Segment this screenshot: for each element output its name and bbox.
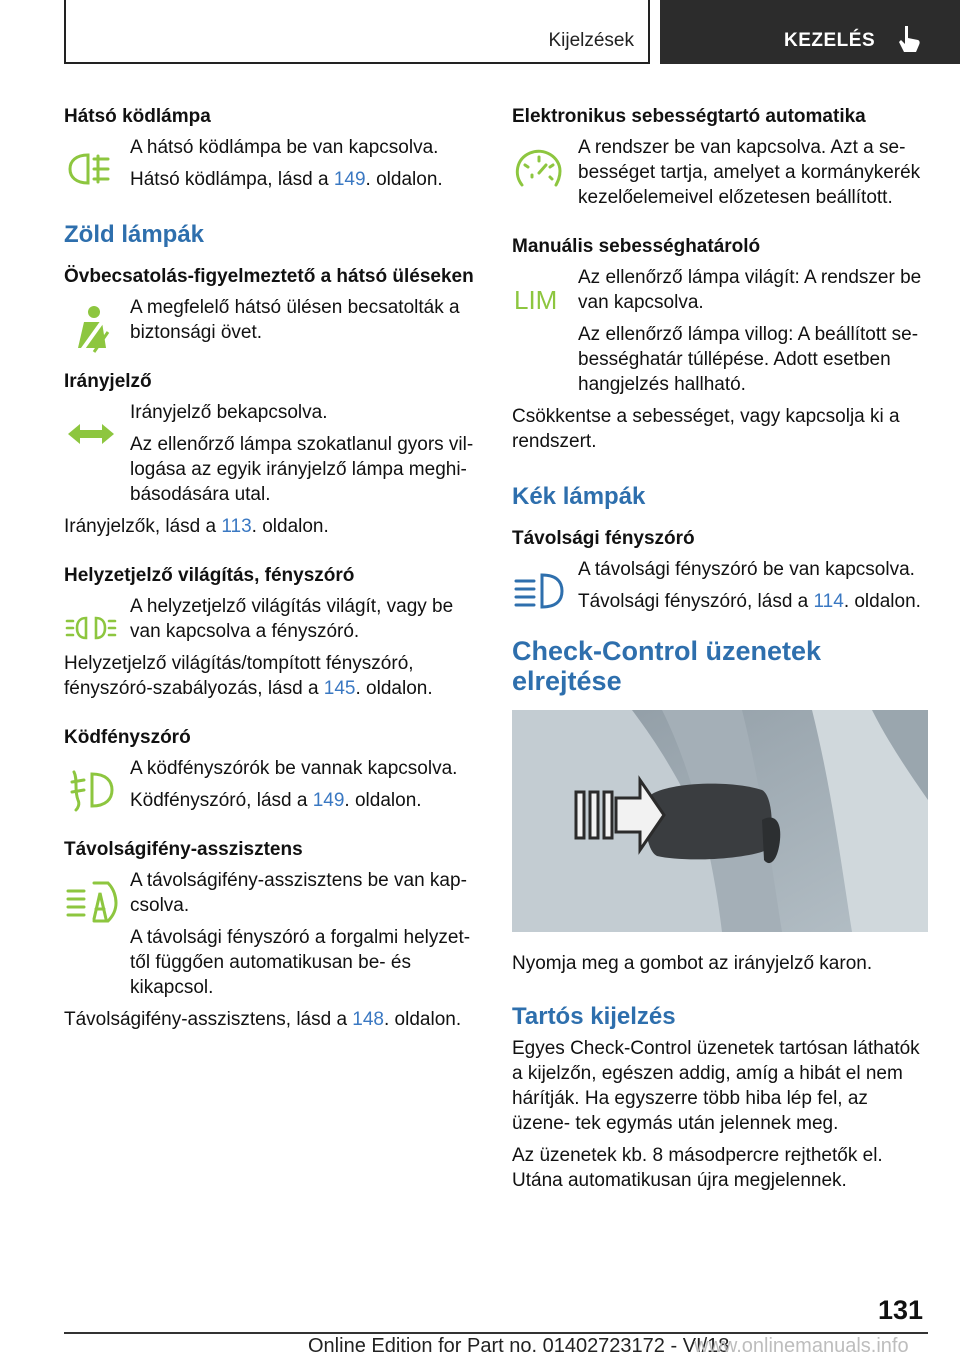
edition-text: Online Edition for Part no. 01402723172 - VI/18 bbox=[308, 1335, 730, 1357]
cruise-status: A rendszer be van kapcsolva. Azt a se- bességet tartja, amelyet a kormánykerék kezelőelemeivel előzetesen beállított. bbox=[578, 137, 921, 208]
ref-text: Távolságifény-asszisztens, lásd a bbox=[64, 1009, 353, 1030]
turn-signal-status: Irányjelző bekapcsolva. bbox=[130, 402, 328, 423]
parking-light-title: Helyzetjelző világítás, fényszóró bbox=[64, 565, 355, 586]
ref-text: Irányjelzők, lásd a bbox=[64, 516, 222, 537]
page-link-145[interactable]: 145 bbox=[323, 678, 356, 699]
ref-text: . oldalon. bbox=[365, 169, 443, 190]
blue-lamps-heading: Kék lámpák bbox=[512, 483, 646, 510]
ref-text: . oldalon. bbox=[251, 516, 329, 537]
persistent-heading: Tartós kijelzés bbox=[512, 1003, 676, 1030]
cruise-title: Elektronikus sebességtartó automatika bbox=[512, 106, 866, 127]
lim-label: LIM bbox=[514, 285, 558, 315]
page-link-113[interactable]: 113 bbox=[221, 516, 252, 537]
turn-signal-lever-photo bbox=[512, 710, 928, 932]
pointing-hand-icon bbox=[896, 24, 922, 54]
ref-text: . oldalon. bbox=[384, 1009, 462, 1030]
breadcrumb[interactable]: Kijelzések bbox=[548, 30, 634, 51]
page-number: 131 bbox=[878, 1295, 924, 1325]
persistent-text-1: Egyes Check-Control üzenetek tartósan láthatók a kijelzőn, egészen addig, amíg a hibát el nem hárítják. Ha egyszerre több hiba lép fel, az üzene- tek egymás után jelennek meg. bbox=[512, 1038, 920, 1134]
page-link-149[interactable]: 149 bbox=[333, 169, 366, 190]
fog-lamp-title: Ködfényszóró bbox=[64, 727, 191, 748]
lim-on-text: Az ellenőrző lámpa világít: A rendszer be van kapcsolva. bbox=[578, 267, 922, 313]
high-beam-entry bbox=[512, 557, 928, 614]
right-column bbox=[512, 100, 928, 1193]
cruise-control-icon bbox=[512, 145, 566, 193]
ref-text: Távolsági fényszóró, lásd a bbox=[578, 591, 814, 612]
page-link-148[interactable]: 148 bbox=[352, 1009, 384, 1030]
high-beam-reference bbox=[578, 589, 928, 614]
rear-fog-lamp-icon bbox=[64, 145, 118, 193]
turn-signal-icon bbox=[64, 410, 118, 458]
turn-signal-title: Irányjelző bbox=[64, 371, 152, 392]
rear-fog-reference bbox=[130, 167, 476, 192]
front-fog-lamp-icon bbox=[64, 766, 118, 814]
turn-signal-reference bbox=[64, 514, 476, 539]
persistent-text-2: Az üzenetek kb. 8 másodpercre rejthetők el. Utána automatikusan újra megjelennek. bbox=[512, 1145, 883, 1191]
watermark: www.onlinemanuals.info bbox=[694, 1335, 909, 1357]
lim-advice: Csökkentse a sebességet, vagy kapcsolja ki a rendszert. bbox=[512, 406, 900, 452]
hba-hint: A távolsági fényszóró a forgalmi helyzet- től függően automatikusan be- és kikapcsol. bbox=[130, 927, 471, 998]
hba-status: A távolságifény-asszisztens be van kap- csolva. bbox=[130, 870, 467, 916]
speed-limiter-icon bbox=[512, 275, 566, 323]
photo-caption: Nyomja meg a gombot az irányjelző karon. bbox=[512, 953, 873, 974]
high-beam-status: A távolsági fényszóró be van kapcsolva. bbox=[578, 559, 915, 580]
high-beam-icon bbox=[512, 567, 566, 615]
page-link-149[interactable]: 149 bbox=[312, 790, 345, 811]
breadcrumb-box bbox=[64, 0, 650, 64]
parking-light-reference bbox=[64, 651, 476, 701]
seatbelt-icon bbox=[64, 301, 118, 355]
ref-text: . oldalon. bbox=[355, 678, 433, 699]
section-title[interactable]: KEZELÉS bbox=[784, 30, 876, 51]
lim-entry bbox=[512, 265, 928, 397]
ref-text: Helyzetjelző világítás/tompított fényszóró, fényszóró-szabályozás, lásd a bbox=[64, 653, 414, 699]
parking-light-status: A helyzetjelző világítás világít, vagy be van kapcsolva a fényszóró. bbox=[130, 596, 454, 642]
page-link-114[interactable]: 114 bbox=[813, 591, 844, 612]
section-tab bbox=[660, 0, 960, 64]
rear-fog-title: Hátsó ködlámpa bbox=[64, 106, 211, 127]
seatbelt-status: A megfelelő hátsó ülésen becsatolták a biztonsági övet. bbox=[130, 297, 460, 343]
seatbelt-entry bbox=[64, 295, 476, 345]
check-control-heading: Check-Control üzenetek elrejtése bbox=[512, 636, 822, 696]
ref-text: . oldalon. bbox=[344, 790, 422, 811]
fog-lamp-status: A ködfényszórók be vannak kapcsolva. bbox=[130, 758, 458, 779]
ref-text: Hátsó ködlámpa, lásd a bbox=[130, 169, 334, 190]
fog-lamp-reference bbox=[130, 788, 476, 813]
fog-lamp-entry bbox=[64, 756, 476, 813]
green-lamps-heading: Zöld lámpák bbox=[64, 221, 205, 248]
rear-fog-status: A hátsó ködlámpa be van kapcsolva. bbox=[130, 137, 439, 158]
high-beam-assistant-icon bbox=[64, 874, 118, 928]
high-beam-title: Távolsági fényszóró bbox=[512, 528, 695, 549]
ref-text: . oldalon. bbox=[843, 591, 921, 612]
lim-title: Manuális sebességhatároló bbox=[512, 236, 761, 257]
parking-light-icon bbox=[64, 604, 118, 652]
hba-title: Távolságifény-asszisztens bbox=[64, 839, 303, 860]
seatbelt-title: Övbecsatolás-figyelmeztető a hátsó üléseken bbox=[64, 266, 474, 287]
parking-light-entry bbox=[64, 594, 476, 644]
turn-signal-entry bbox=[64, 400, 476, 507]
page-header bbox=[0, 0, 960, 64]
hba-entry bbox=[64, 868, 476, 1000]
cruise-entry bbox=[512, 135, 928, 210]
turn-signal-hint: Az ellenőrző lámpa szokatlanul gyors vil- logása az egyik irányjelző lámpa meghi- básodására utal. bbox=[130, 434, 474, 505]
ref-text: Ködfényszóró, lásd a bbox=[130, 790, 313, 811]
left-column bbox=[64, 100, 476, 1032]
hba-reference bbox=[64, 1007, 476, 1032]
rear-fog-entry bbox=[64, 135, 476, 192]
lim-blink-text: Az ellenőrző lámpa villog: A beállított se- bességhatár túllépése. Adott esetben hangjelzés hallható. bbox=[578, 324, 919, 395]
